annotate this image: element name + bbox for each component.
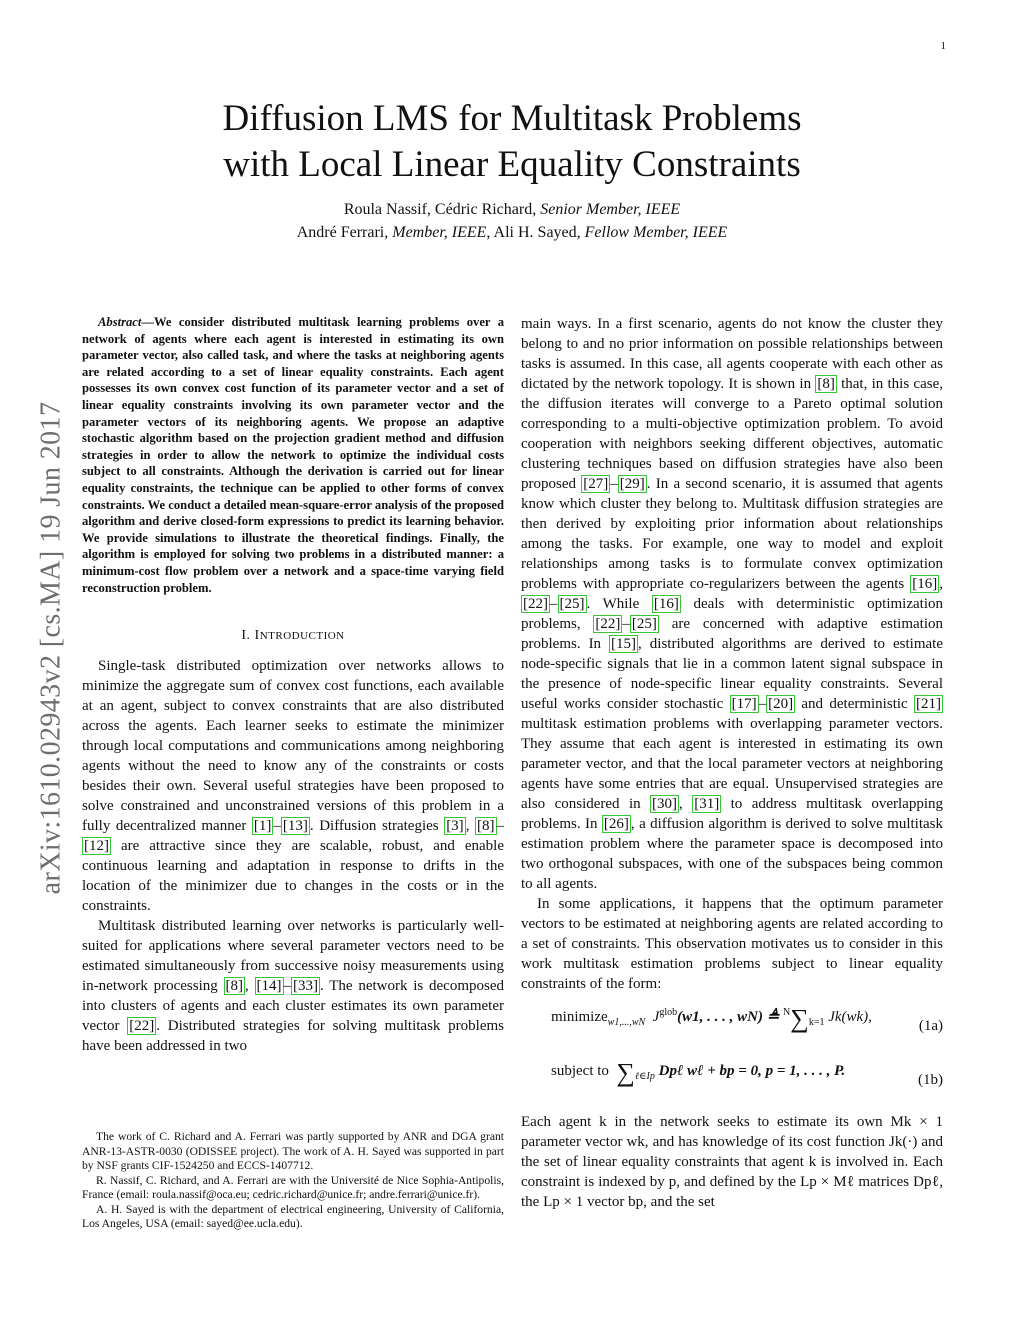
citation-link[interactable]: [29] — [619, 476, 645, 492]
citation-link[interactable]: [26] — [603, 816, 629, 832]
author-block — [0, 198, 1024, 244]
citation-link[interactable]: [1] — [253, 818, 272, 835]
text-run: , — [465, 818, 475, 835]
eq-jglob-sup: glob — [659, 1007, 678, 1018]
author-line-1 — [0, 198, 1024, 221]
eq-jglob: J — [652, 1009, 660, 1025]
sum-icon: ∑ — [790, 1004, 809, 1033]
text-run: – — [550, 596, 558, 612]
section-number: I. — [241, 628, 255, 644]
citation-link[interactable]: [14] — [256, 978, 282, 995]
text-run: , a diffusion algorithm is derived to solve multitask estimation problem where the parameter space is decomposed into two orthogonal subspaces, with one of the subspaces being common to all agents. — [521, 816, 943, 892]
title-line-2: with Local Linear Equality Constraints — [223, 144, 801, 185]
citation-link[interactable]: [30] — [652, 796, 678, 812]
text-run: . In a second scenario, it is assumed that agents know which cluster they belong to. Multitask diffusion strategies are then derived by exploiting prior information about relationships among the tasks. For example, one way to model and exploit relationships among tasks is to formulate convex optimization problems with appropriate co-regularizers between the agents — [521, 476, 943, 592]
citation-link[interactable]: [31] — [694, 796, 720, 812]
intro-paragraph-2 — [82, 916, 504, 1056]
eq-sum2-lower: ℓ∈Ip — [634, 1071, 655, 1082]
eq-1b-body: Dpℓ wℓ + bp = 0, p = 1, . . . , P. — [658, 1063, 846, 1079]
citation-link[interactable]: [33] — [293, 978, 319, 995]
citation-link[interactable]: [15] — [611, 636, 637, 652]
author-names-1: Roula Nassif, Cédric Richard, — [343, 201, 541, 218]
abstract-text: —We consider distributed multitask learning problems over a network of agents where each agent is interested in estimating its own parameter vector, also called task, and where the tasks at neighboring agents are related according to a set of linear equality constraints. Each agent possesses its own convex cost function of its parameter vector and a set of linear equality constraints involving its own parameter vector and the parameter vectors of its neighboring agents. We propose an adaptive stochastic algorithm based on the projection gradient method and diffusion strategies in order to allow the network to optimize the individual costs subject to all constraints. Although the derivation is carried out for linear equality constraints, the technique can be applied to other forms of convex constraints. We conduct a detailed mean-square-error analysis of the proposed algorithm and derive closed-form expressions to predict its learning behavior. We provide simulations to illustrate the theoretical findings. Finally, the algorithm is employed for solving two problems in a distributed manner: a minimum-cost flow problem over a network and a space-time varying field reconstruction problem. — [82, 315, 504, 595]
text-run: Multitask distributed learning over networks is particularly well-suited for applications where several parameter vectors need to be estimated simultaneously from successive noisy measurements using in-network processing — [82, 918, 504, 995]
text-run: to address multitask overlapping problems. In — [521, 796, 943, 832]
citation-link[interactable]: [12] — [84, 838, 109, 855]
text-run: – — [496, 818, 504, 835]
citation-link[interactable]: [13] — [282, 818, 308, 835]
text-run: that, in this case, the diffusion iterates will converge to a Pareto optimal solution corresponding to a multi-objective optimization problem. To avoid cooperation with neighbors seeking different objectives, automatic clustering techniques based on diffusion strategies have also been proposed — [521, 376, 943, 492]
text-run: deals with deterministic optimization problems, — [521, 596, 943, 632]
text-run: multitask estimation problems with overlapping parameter vectors. They assume that each agent is interested in estimating its own parameter vector, and that the local parameter vectors at neighboring agents have some entries that are equal. Unsupervised strategies are also considered in — [521, 716, 943, 812]
text-run: . Diffusion strategies — [309, 818, 445, 835]
right-paragraph-3: Each agent k in the network seeks to estimate its own Mk × 1 parameter vector wk, and has knowledge of its cost function Jk(·) and the set of linear equality constraints that agent k is involved in. Each constraint is indexed by p, and defined by the Lp × Mℓ matrices Dpℓ, the Lp × 1 vector bp, and the set — [521, 1114, 943, 1210]
text-run: – — [273, 818, 281, 835]
citation-link[interactable]: [20] — [768, 696, 794, 712]
text-run: and deterministic — [795, 696, 915, 712]
citation-link[interactable]: [16] — [912, 576, 938, 592]
text-run: . The network is decomposed into clusters of agents and each cluster estimates its own parameter vector — [82, 978, 505, 1035]
text-run: . Distributed strategies for solving multitask problems have been addressed in two — [82, 1018, 504, 1055]
text-run: – — [610, 476, 618, 492]
right-column — [521, 314, 943, 1212]
citation-link[interactable]: [21] — [916, 696, 942, 712]
author-name-ferrari: André Ferrari, — [296, 224, 393, 241]
citation-link[interactable]: [27] — [583, 476, 609, 492]
left-column — [82, 314, 504, 1056]
page-number: 1 — [940, 40, 946, 52]
author-role-1: Senior Member, IEEE — [540, 201, 681, 218]
paper-title — [0, 96, 1024, 188]
abstract — [82, 314, 504, 596]
footnote-affiliation-ucla: A. H. Sayed is with the department of electrical engineering, University of California, Los Angeles, USA (email: sayed@ee.ucla.edu). — [82, 1202, 504, 1230]
eq-sum-lower: k=1 — [808, 1017, 825, 1028]
text-run: . While — [586, 596, 652, 612]
citation-link[interactable]: [16] — [653, 596, 679, 612]
text-run: – — [758, 696, 767, 712]
equation-1b-number: (1b) — [918, 1072, 943, 1088]
author-role-ferrari: Member, IEEE — [392, 224, 487, 241]
author-name-sayed: , Ali H. Sayed, — [486, 224, 585, 241]
sum-icon: ∑ — [616, 1058, 635, 1087]
equation-1a-number: (1a) — [918, 1018, 943, 1034]
eq-minimize-sub: w1,...,wN — [607, 1017, 646, 1028]
citation-link[interactable]: [3] — [446, 818, 464, 835]
equation-1b — [521, 1058, 943, 1102]
citation-link[interactable]: [8] — [477, 818, 495, 835]
citation-link[interactable]: [25] — [631, 616, 657, 632]
citation-link[interactable]: [8] — [817, 376, 835, 392]
author-line-2 — [0, 221, 1024, 244]
footnotes — [82, 1130, 504, 1232]
text-run: , distributed algorithms are derived to estimate node-specific signals that lie in a common latent signal subspace in the presence of node-specific linear equality constraints. Several useful works consider stochastic — [521, 636, 943, 712]
equation-1b-body — [551, 1058, 845, 1088]
intro-paragraph-1 — [82, 656, 504, 916]
right-paragraph-2: In some applications, it happens that the optimum parameter vectors to be estimated at neighboring agents are related according to a set of constraints. This observation motivates us to consider in this work multitask estimation problems subject to linear equality constraints of the form: — [521, 896, 943, 992]
citation-link[interactable]: [8] — [225, 978, 243, 995]
citation-link[interactable]: [22] — [595, 616, 621, 632]
footnote-affiliation-nice: R. Nassif, C. Richard, and A. Ferrari are with the Université de Nice Sophia-Antipolis, France (email: roula.nassif@oca.eu; cedric.richard@unice.fr; andre.ferrari@unice.fr). — [82, 1173, 504, 1201]
equation-1a — [521, 1004, 943, 1048]
abstract-label: Abstract — [98, 315, 142, 329]
text-run: are attractive since they are scalable, robust, and enable continuous learning and adaptation in response to drifts in the location of the minimizer due to changes in the costs or in the constraints. — [82, 838, 504, 915]
eq-minimize: minimize — [551, 1009, 608, 1025]
right-paragraph-1 — [521, 314, 943, 894]
equation-1a-body — [551, 1004, 872, 1034]
text-run: main ways. In a first scenario, agents do not know the cluster they belong to and no prior information on possible relationships between tasks is assumed. In this case, all agents cooperate with each other as dictated by the network topology. It is shown in — [521, 316, 943, 392]
text-run: – — [622, 616, 630, 632]
text-run: Single-task distributed optimization over networks allows to minimize the aggregate sum of convex cost functions, each available at an agent, subject to convex constraints that are also distributed across the agents. Each learner seeks to estimate the minimizer through local computations and communications among neighboring agents without the need to know any of the constraints or costs besides their own. Several useful strategies have been proposed to solve constrained and unconstrained versions of this problem in a fully decentralized manner — [82, 658, 504, 835]
eq-subject-to: subject to — [551, 1063, 609, 1079]
text-run: , — [679, 796, 693, 812]
arxiv-identifier[interactable]: arXiv:1610.02943v2 [cs.MA] 19 Jun 2017 — [35, 401, 66, 895]
section-first-letter: I — [254, 628, 260, 644]
text-run: – — [283, 978, 292, 995]
text-run: , — [939, 576, 943, 592]
title-line-1: Diffusion LMS for Multitask Problems — [222, 98, 802, 139]
eq-1a-args: (w1, . . . , wN) ≜ — [677, 1009, 784, 1025]
eq-1a-tail: Jk(wk), — [828, 1009, 872, 1025]
text-run: are concerned with adaptive estimation problems. In — [521, 616, 944, 652]
section-heading-introduction — [82, 628, 504, 644]
text-run: , — [245, 978, 255, 995]
section-rest: NTRODUCTION — [259, 630, 345, 643]
citation-link[interactable]: [25] — [559, 596, 585, 612]
author-role-sayed: Fellow Member, IEEE — [584, 224, 728, 241]
citation-link[interactable]: [22] — [129, 1018, 155, 1035]
citation-link[interactable]: [17] — [731, 696, 757, 712]
eq-sum-upper: N — [783, 1007, 791, 1018]
citation-link[interactable]: [22] — [523, 596, 548, 612]
footnote-funding: The work of C. Richard and A. Ferrari was partly supported by ANR and DGA grant ANR-13-ASTR-0030 (ODISSEE project). The work of A. H. Sayed was supported in part by NSF grants CIF-1524250 and ECCS-1407712. — [82, 1130, 504, 1172]
